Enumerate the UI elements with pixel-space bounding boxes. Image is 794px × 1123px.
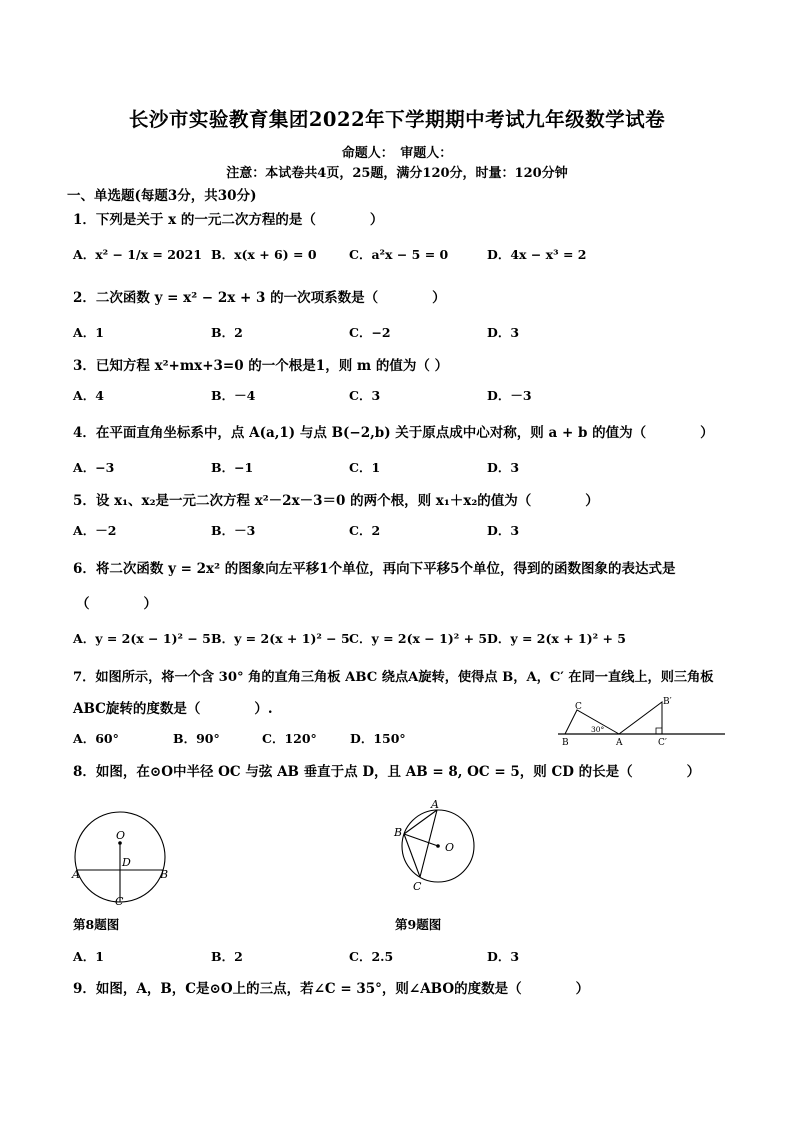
figure-q8 [62, 802, 188, 910]
q1-option-b: B．x(x + 6) = 0 [211, 247, 317, 262]
fig7-right-angle-mark [656, 728, 662, 734]
q4-option-d: D．3 [487, 460, 520, 475]
q7-option-b: B．90° [173, 731, 220, 746]
q7-option-d: D．150° [350, 731, 406, 746]
fig9-center-dot [436, 844, 440, 848]
fig8-label-b: B [160, 868, 169, 881]
q8-option-b: B．2 [211, 949, 243, 964]
fig9-label-c: C [413, 880, 422, 893]
fig7-triangle-rotated [619, 702, 662, 734]
question-5-stem: 5．设 x₁、x₂是一元二次方程 x²－2x－3＝0 的两个根，则 x₁＋x₂的值为（ ） [73, 493, 599, 509]
fig9-label-b: B [394, 826, 403, 839]
page-title: 长沙市实验教育集团2022年下学期期中考试九年级数学试卷 [128, 108, 666, 131]
fig8-label-d: D [122, 856, 131, 869]
fig8-label-o: O [116, 829, 126, 842]
q2-option-d: D．3 [487, 325, 520, 340]
fig7-label-b-prime: B′ [663, 697, 672, 707]
q3-option-d: D．－3 [487, 388, 532, 403]
fig9-segment-bo [404, 834, 438, 846]
question-1-stem: 1．下列是关于 x 的一元二次方程的是（ ） [73, 212, 384, 228]
q6-option-d: D．y = 2(x + 1)² + 5 [487, 631, 626, 646]
fig9-label-a: A [431, 798, 439, 811]
exam-notice: 注意：本试卷共4页，25题，满分120分，时量：120分钟 [226, 166, 568, 181]
q3-option-c: C．3 [349, 388, 381, 403]
q2-option-c: C．−2 [349, 325, 391, 340]
q6-option-a: A．y = 2(x − 1)² − 5 [73, 631, 211, 646]
question-2-stem: 2．二次函数 y = x² − 2x + 3 的一次项系数是（ ） [73, 290, 446, 306]
fig9-label-o: O [445, 841, 455, 854]
question-9-stem: 9．如图，A，B，C是⊙O上的三点，若∠C = 35°，则∠ABO的度数是（ ） [73, 981, 590, 997]
q2-option-b: B．2 [211, 325, 243, 340]
question-3-stem: 3．已知方程 x²+mx+3=0 的一个根是1，则 m 的值为（ ） [73, 358, 449, 374]
figure-q7 [555, 694, 727, 748]
question-6-answer-blank: （ ） [76, 596, 157, 612]
question-7-stem-cont: ABC旋转的度数是（ ）. [73, 701, 273, 717]
q5-option-a: A．－2 [73, 523, 117, 538]
fig7-label-a: A [616, 738, 623, 748]
figure-9-caption: 第9题图 [395, 917, 442, 932]
q1-option-d: D．4x − x³ = 2 [487, 247, 587, 262]
figure-8-caption: 第8题图 [73, 917, 120, 932]
fig7-label-angle: 30° [591, 725, 605, 734]
q8-option-c: C．2.5 [349, 949, 394, 964]
q8-option-a: A．1 [73, 949, 104, 964]
q2-option-a: A．1 [73, 325, 104, 340]
q4-option-a: A．−3 [73, 460, 115, 475]
q4-option-b: B．−1 [211, 460, 254, 475]
q6-option-c: C．y = 2(x − 1)² + 5 [349, 631, 488, 646]
fig7-label-c-prime: C′ [658, 738, 667, 748]
question-4-stem: 4．在平面直角坐标系中，点 A(a,1) 与点 B(−2,b) 关于原点成中心对称，则 a + b 的值为（ ） [73, 425, 714, 441]
q7-option-a: A．60° [73, 731, 119, 746]
fig8-label-a: A [72, 868, 80, 881]
exam-authors: 命题人： 审题人： [341, 146, 453, 161]
q1-option-c: C．a²x − 5 = 0 [349, 247, 449, 262]
question-7-stem: 7．如图所示，将一个含 30° 角的直角三角板 ABC 绕点A旋转，使得点 B，A，C′ 在同一直线上，则三角板 [73, 670, 714, 685]
q3-option-a: A．4 [73, 388, 104, 403]
fig7-label-c: C [575, 702, 582, 712]
q7-option-c: C．120° [262, 731, 317, 746]
q1-option-a: A．x² − 1/x = 2021 [73, 247, 202, 262]
q5-option-c: C．2 [349, 523, 381, 538]
figure-q9 [388, 796, 488, 896]
question-6-stem: 6．将二次函数 y = 2x² 的图象向左平移1个单位，再向下平移5个单位，得到的函数图象的表达式是 [73, 561, 676, 577]
q4-option-c: C．1 [349, 460, 381, 475]
q5-option-b: B．－3 [211, 523, 256, 538]
fig7-label-b: B [562, 738, 569, 748]
q5-option-d: D．3 [487, 523, 520, 538]
section-heading: 一、单选题(每题3分，共30分) [67, 188, 257, 204]
q3-option-b: B．－4 [211, 388, 256, 403]
question-8-stem: 8．如图，在⊙O中半径 OC 与弦 AB 垂直于点 D，且 AB = 8, OC = 5，则 CD 的长是（ ） [73, 764, 701, 780]
q6-option-b: B．y = 2(x + 1)² − 5 [211, 631, 350, 646]
q8-option-d: D．3 [487, 949, 520, 964]
fig8-label-c: C [115, 895, 124, 908]
